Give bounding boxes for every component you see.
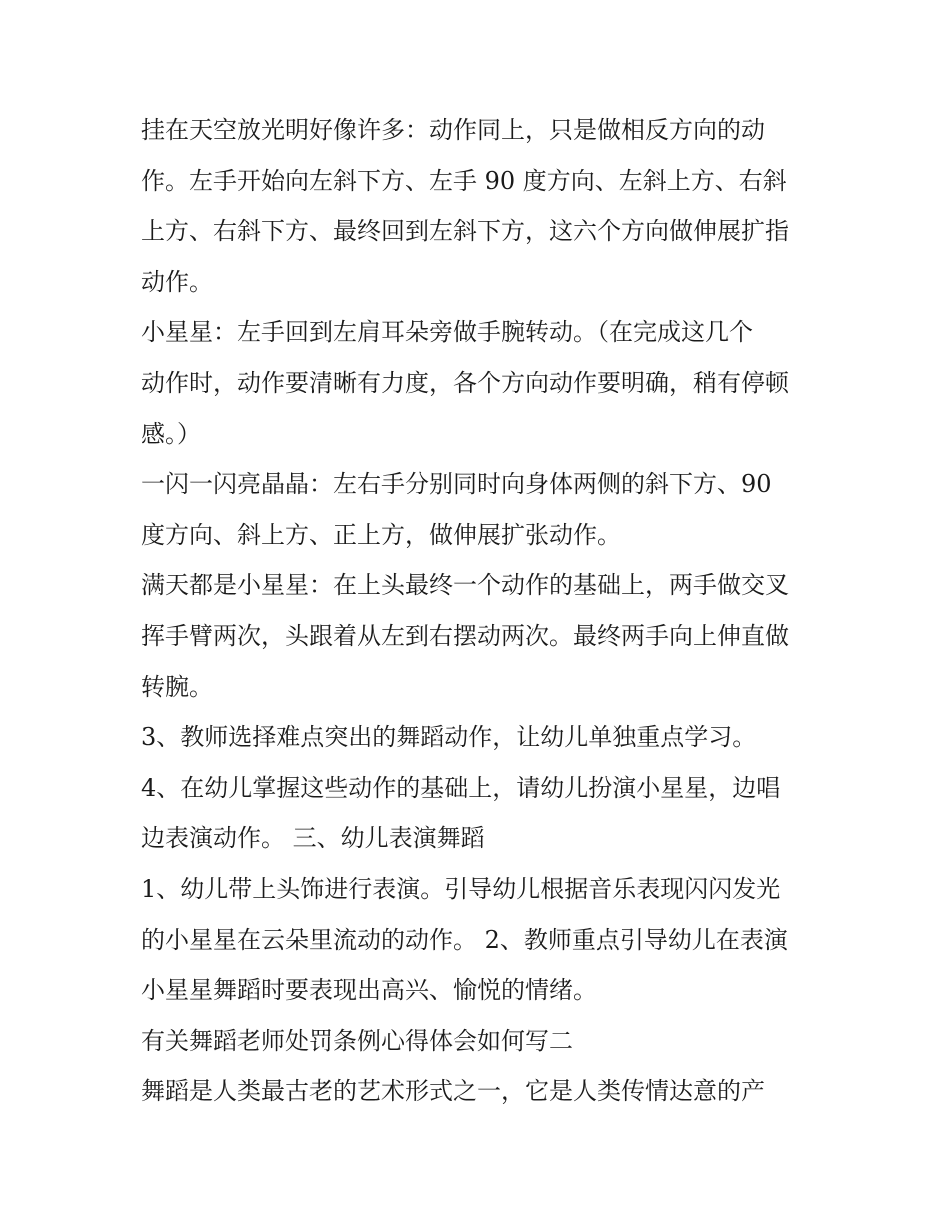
section-heading: 有关舞蹈老师处罚条例心得体会如何写二 xyxy=(141,1026,573,1055)
text-line: 作。左手开始向左斜下方、左手 90 度方向、左斜上方、右斜 xyxy=(141,166,787,195)
text-line: 1、幼儿带上头饰进行表演。引导幼儿根据音乐表现闪闪发光 xyxy=(141,874,781,903)
text-line: 满天都是小星星：在上头最终一个动作的基础上，两手做交叉 xyxy=(141,571,789,600)
text-line: 转腕。 xyxy=(141,672,213,701)
text-line: 小星星舞蹈时要表现出高兴、愉悦的情绪。 xyxy=(141,976,597,1005)
text-line: 一闪一闪亮晶晶：左右手分别同时向身体两侧的斜下方、90 xyxy=(141,470,772,499)
text-line: 动作时，动作要清晰有力度，各个方向动作要明确，稍有停顿 xyxy=(141,368,789,397)
text-line: 4、在幼儿掌握这些动作的基础上，请幼儿扮演小星星，边唱 xyxy=(141,773,781,802)
text-line: 上方、右斜下方、最终回到左斜下方，这六个方向做伸展扩指 xyxy=(141,217,789,246)
text-line: 动作。 xyxy=(141,267,213,296)
text-line: 挂在天空放光明好像许多：动作同上，只是做相反方向的动 xyxy=(141,116,765,144)
text-line: 度方向、斜上方、正上方，做伸展扩张动作。 xyxy=(141,520,621,549)
text-line: 感。） xyxy=(141,419,201,448)
text-line: 的小星星在云朵里流动的动作。 2、教师重点引导幼儿在表演 xyxy=(141,925,788,954)
text-line: 挥手臂两次，头跟着从左到右摆动两次。最终两手向上伸直做 xyxy=(141,621,789,650)
document-body xyxy=(141,105,821,1117)
text-line: 3、教师选择难点突出的舞蹈动作，让幼儿单独重点学习。 xyxy=(141,723,757,752)
text-line: 边表演动作。 三、幼儿表演舞蹈 xyxy=(141,824,485,853)
text-line: 舞蹈是人类最古老的艺术形式之一，它是人类传情达意的产 xyxy=(141,1077,765,1106)
text-line: 小星星：左手回到左肩耳朵旁做手腕转动。（在完成这几个 xyxy=(141,318,753,347)
